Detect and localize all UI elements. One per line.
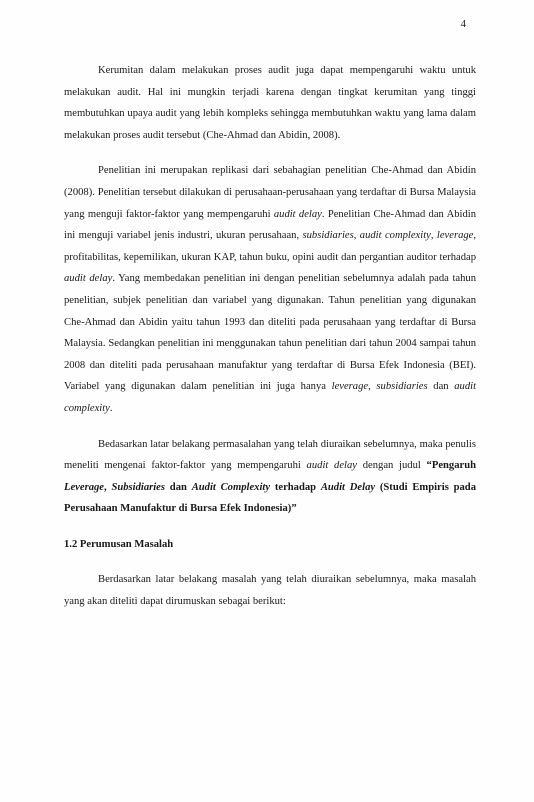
text-run: . Yang membedakan penelitian ini dengan penelitian sebelumnya adalah pada tahun penelitian, subjek penelitian dan variabel yang digunakan. Tahun penelitian yang digunakan Che-Ahmad dan Abidin yaitu tahun 1993 dan diteliti pada perusahaan yang terdaftar di Bursa Malaysia. Sedangkan penelitian ini menggunakan tahun penelitian dari tahun 2004 sampai tahun 2008 dan diteliti pada perusahaan manufaktur yang terdaftar di Bursa Efek Indonesia (BEI). Variabel yang digunakan dalam penelitian ini juga hanya <box>64 273 476 393</box>
term-audit-delay: audit delay <box>64 273 113 285</box>
section-heading: 1.2 Perumusan Masalah <box>64 538 174 550</box>
text-run: Bedasarkan latar belakang permasalahan yang telah diuraikan sebelumnya, maka penulis meneliti mengenai faktor-faktor yang mempengaruhi <box>64 438 476 472</box>
term-audit-delay: Audit Delay <box>320 481 376 493</box>
term-leverage: Leverage <box>64 481 104 493</box>
text-run: Penelitian ini merupakan replikasi dari sebahagian penelitian Che-Ahmad dan Abidin (2008). Penelitian tersebut dilakukan di perusahaan-perusahaan yang terdaftar di Bursa Malaysia yang menguji faktor-faktor yang mempengaruhi <box>64 165 476 220</box>
text-run: , <box>368 381 377 393</box>
term-audit-delay: audit delay <box>306 460 357 472</box>
term-audit-complexity: audit complexity <box>64 381 477 414</box>
text-run: , <box>430 230 437 242</box>
text-run: , profitabilitas, kepemilikan, ukuran KAP, tahun buku, opini audit dan pergantian auditor terhadap <box>64 230 477 263</box>
text-run: , <box>104 481 112 493</box>
term-subsidiaries: subsidiaries <box>376 381 428 393</box>
text-run: , <box>353 230 360 242</box>
term-leverage: leverage <box>331 381 369 393</box>
page-number: 4 <box>460 18 466 30</box>
term-leverage: leverage <box>436 230 474 242</box>
term-subsidiaries: subsidiaries <box>302 230 354 242</box>
paragraph-research-title <box>64 434 476 520</box>
text-run: dan <box>165 481 192 493</box>
term-audit-complexity: audit complexity <box>359 230 431 242</box>
paragraph-complexity: Kerumitan dalam melakukan proses audit juga dapat mempengaruhi waktu untuk melakukan audit. Hal ini mungkin terjadi karena dengan tingkat kerumitan yang tinggi membutuhkan upaya audit yang lebih kompleks sehingga membutuhkan waktu yang lama dalam melakukan proses audit tersebut (Che-Ahmad dan Abidin, 2008). <box>64 65 476 141</box>
text-run: . Penelitian Che-Ahmad dan Abidin ini menguji variabel jenis industri, ukuran perusahaan, <box>64 208 476 242</box>
text-run: dengan judul <box>357 460 427 472</box>
text-run: dan <box>427 381 455 393</box>
term-audit-complexity: Audit Complexity <box>191 481 271 493</box>
text-run: terhadap <box>270 481 321 493</box>
term-subsidiaries: Subsidiaries <box>111 481 166 493</box>
text-run: . <box>109 402 113 414</box>
term-audit-delay: audit delay <box>273 208 322 220</box>
text-run: (Studi Empiris pada Perusahaan Manufaktur di Bursa Efek Indonesia)” <box>64 481 476 515</box>
text-run: “Pengaruh <box>426 460 476 472</box>
paragraph-problem-statement: Berdasarkan latar belakang masalah yang telah diuraikan sebelumnya, maka masalah yang akan diteliti dapat dirumuskan sebagai berikut: <box>64 574 476 608</box>
paragraph-replication <box>64 160 476 419</box>
body-text <box>64 60 476 627</box>
